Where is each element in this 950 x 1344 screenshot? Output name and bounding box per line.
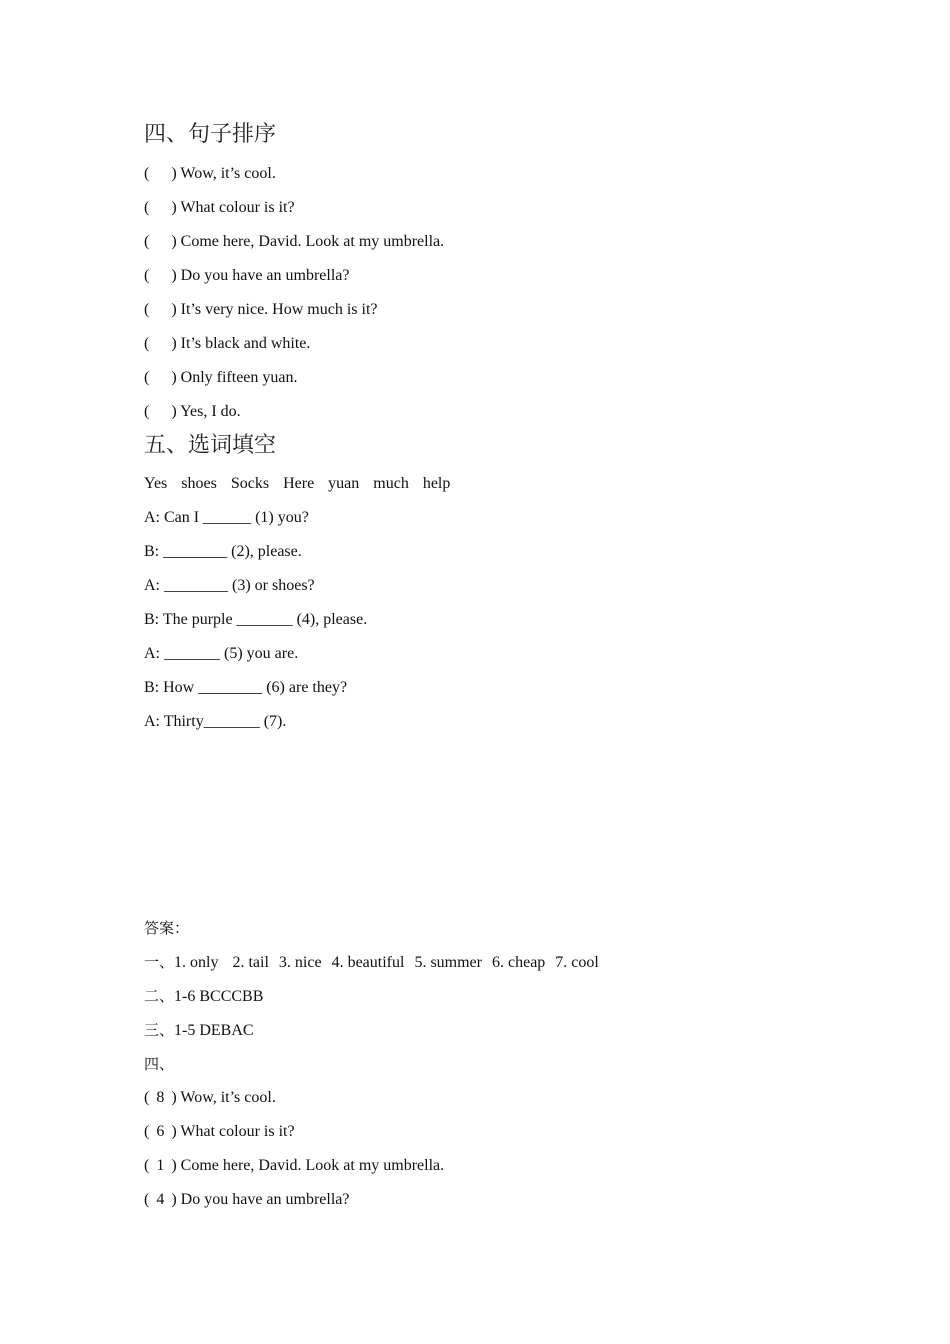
open-paren: ( [144,267,150,284]
order-text: Do you have an umbrella? [180,1191,350,1208]
answers-title: 答案： [144,919,190,937]
order-text: Yes, I do. [180,403,241,420]
answers-part2 [144,986,263,1007]
order-item [144,164,276,184]
answer-item: 6. cheap [491,954,546,971]
answers-part4-prefix: 四、 [144,1055,175,1073]
open-paren: ( [144,1191,150,1208]
part-prefix: 二、 [144,987,175,1005]
close-paren: ) [171,1191,177,1208]
order-text: Wow, it’s cool. [180,1089,276,1106]
close-paren: ) [171,301,177,318]
order-text: Come here, David. Look at my umbrella. [180,233,445,250]
word-bank-item: Socks [230,475,270,492]
answer-item: 2. tail [232,954,269,971]
order-text: What colour is it? [180,199,295,216]
order-text: It’s black and white. [180,335,311,352]
order-text: Wow, it’s cool. [180,165,276,182]
order-text: What colour is it? [180,1123,295,1140]
word-bank-item: yuan [328,475,360,492]
answer-item: 5. summer [414,954,482,971]
answer-text: 1-6 BCCCBB [174,988,264,1005]
dialogue-line: A: Thirty_______ (7). [144,713,287,730]
answer-number: 6 [156,1123,165,1140]
close-paren: ) [171,335,177,352]
answer-item: 1. only [174,954,219,971]
order-item [144,198,295,218]
order-item [144,266,349,286]
open-paren: ( [144,199,150,216]
order-item [144,232,444,252]
open-paren: ( [144,1089,150,1106]
close-paren: ) [171,369,177,386]
word-bank [144,474,460,494]
order-text: Only fifteen yuan. [180,369,298,386]
order-text: It’s very nice. How much is it? [180,301,378,318]
order-item [144,334,310,354]
dialogue-line: B: ________ (2), please. [144,543,302,560]
open-paren: ( [144,301,150,318]
close-paren: ) [171,1157,177,1174]
answer-item: 3. nice [278,954,322,971]
order-text: Come here, David. Look at my umbrella. [180,1157,445,1174]
close-paren: ) [171,233,177,250]
close-paren: ) [171,199,177,216]
answer-order-item [144,1190,349,1210]
answer-order-item [144,1156,444,1176]
section5-heading: 五、选词填空 [144,433,277,458]
answer-order-item [144,1122,295,1142]
order-item [144,402,241,422]
answers-part1 [144,952,599,973]
open-paren: ( [144,369,150,386]
answer-text: 1-5 DEBAC [174,1022,254,1039]
answer-item: 4. beautiful [331,954,405,971]
close-paren: ) [171,1123,177,1140]
order-item [144,300,378,320]
close-paren: ) [171,403,177,420]
dialogue-line: A: Can I ______ (1) you? [144,509,309,526]
answers-part3 [144,1020,254,1041]
answer-number: 1 [156,1157,165,1174]
order-text: Do you have an umbrella? [180,267,350,284]
open-paren: ( [144,233,150,250]
word-bank-item: help [422,475,451,492]
dialogue-line: B: The purple _______ (4), please. [144,611,368,628]
close-paren: ) [171,267,177,284]
word-bank-item: much [373,475,409,492]
word-bank-item: Here [283,475,315,492]
dialogue-line: A: _______ (5) you are. [144,645,299,662]
order-item [144,368,298,388]
close-paren: ) [171,165,177,182]
answer-order-item [144,1088,276,1108]
section4-heading: 四、句子排序 [144,122,277,147]
answer-item: 7. cool [555,954,599,971]
open-paren: ( [144,1123,150,1140]
open-paren: ( [144,403,150,420]
answer-number: 4 [156,1191,165,1208]
part-prefix: 三、 [144,1021,175,1039]
answer-number: 8 [156,1089,165,1106]
open-paren: ( [144,165,150,182]
open-paren: ( [144,1157,150,1174]
dialogue-line: B: How ________ (6) are they? [144,679,348,696]
open-paren: ( [144,335,150,352]
dialogue-line: A: ________ (3) or shoes? [144,577,315,594]
word-bank-item: Yes [144,475,168,492]
part-prefix: 一、 [144,953,175,971]
close-paren: ) [171,1089,177,1106]
word-bank-item: shoes [181,475,217,492]
